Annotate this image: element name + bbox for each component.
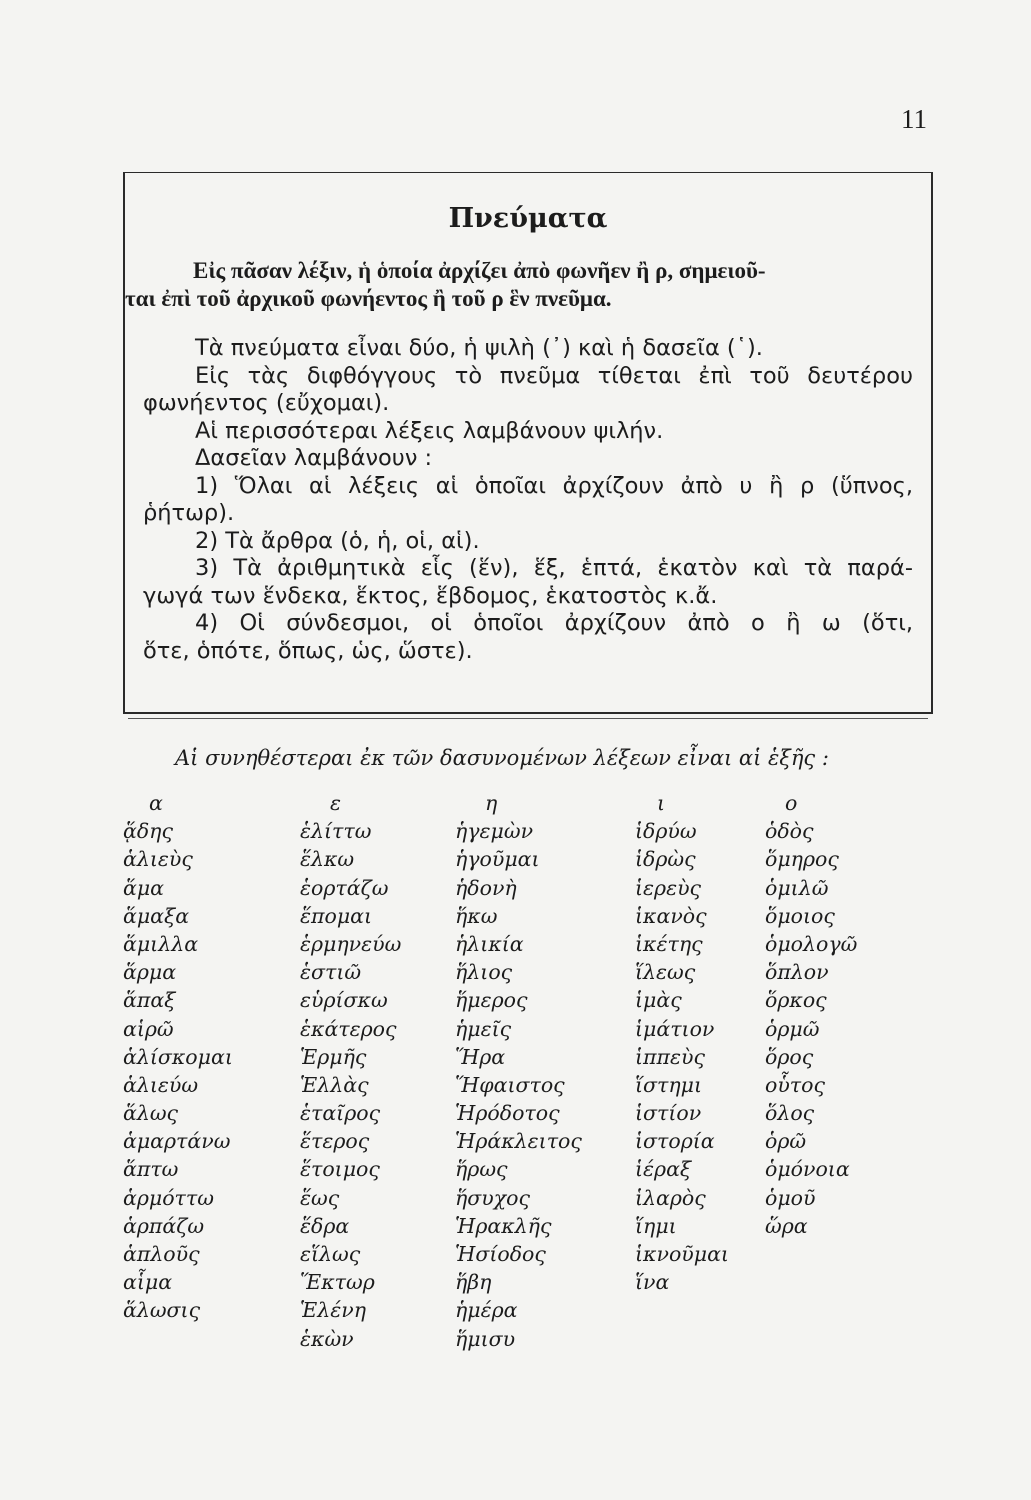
word-item: ὥρα <box>765 1213 808 1238</box>
word-item: ἡδονὴ <box>455 875 517 900</box>
word-item: ἱκνοῦμαι <box>635 1242 729 1266</box>
word-column-iota <box>635 789 729 1296</box>
word-item: ὁρμῶ <box>765 1016 820 1041</box>
section-title: Πνεύματα <box>448 203 608 234</box>
word-item: ἱμάτιον <box>635 1016 715 1041</box>
column-head: ι <box>657 791 666 815</box>
word-item: ἥμισυ <box>455 1326 516 1351</box>
column-head: ε <box>330 791 342 815</box>
box-bottom-rule <box>128 718 928 719</box>
word-item: ἁλιεύω <box>123 1072 199 1097</box>
word-item: ἡγοῦμαι <box>455 847 540 872</box>
body-line: γωγά των ἕνδεκα, ἕκτος, ἕβδομος, ἑκατοστὸς κ.ἄ. <box>143 582 718 609</box>
body-line: Δασεῖαν λαμβάνουν : <box>195 445 433 471</box>
word-item: ἥκω <box>455 903 498 928</box>
word-item: ἵστημι <box>635 1072 703 1097</box>
word-item: ὁμιλῶ <box>765 875 829 900</box>
word-item: Ἕκτωρ <box>300 1270 375 1295</box>
word-item: Ἡσίοδος <box>455 1242 546 1266</box>
word-column-alpha <box>123 789 233 1325</box>
word-item: ἵλεως <box>635 960 696 985</box>
word-item: ἥσυχος <box>455 1185 530 1210</box>
word-item: ἑκὼν <box>300 1326 354 1351</box>
rule-line: ται ἐπὶ τοῦ ἀρχικοῦ φωνήεντος ἢ τοῦ ρ ἓν πνεῦμα. <box>125 286 612 311</box>
word-item: ἱστορία <box>635 1129 715 1154</box>
word-item: ἥμερος <box>455 988 528 1013</box>
word-column-omicron <box>765 789 857 1240</box>
word-item: ἑκάτερος <box>300 1016 397 1041</box>
word-item: Ἑλένη <box>300 1298 366 1323</box>
word-item: ὁμοῦ <box>765 1185 816 1210</box>
word-item: ὅρος <box>765 1044 814 1069</box>
word-item: ἱμὰς <box>635 988 682 1013</box>
word-item: ὁρῶ <box>765 1129 807 1154</box>
word-item: ἑρμηνεύω <box>300 931 402 956</box>
word-item: ἅμαξα <box>123 903 190 928</box>
body-line: 1) Ὅλαι αἱ λέξεις αἱ ὁποῖαι ἀρχίζουν ἀπὸ υ ἢ ρ (ὕπνος, <box>195 472 913 499</box>
column-head: η <box>485 791 498 815</box>
word-item: ἵημι <box>635 1213 677 1238</box>
word-item: ὅμηρος <box>765 847 839 872</box>
word-item: ἱδρύω <box>635 819 697 844</box>
word-item: ἕτερος <box>300 1129 370 1154</box>
word-item: Ἡρόδοτος <box>455 1101 560 1126</box>
body-line: 3) Τὰ ἀριθμητικὰ εἷς (ἕν), ἕξ, ἑπτά, ἑκατὸν καὶ τὰ παρά- <box>195 555 913 581</box>
body-line: ὅτε, ὁπότε, ὅπως, ὡς, ὥστε). <box>143 637 473 664</box>
list-intro: Αἱ συνηθέστεραι ἐκ τῶν δασυνομένων λέξεων εἶναι αἱ ἑξῆς : <box>175 746 829 770</box>
main-rule <box>125 257 853 313</box>
word-item: ἁρμόττω <box>123 1185 214 1210</box>
rule-line: Εἰς πᾶσαν λέξιν, ἡ ὁποία ἀρχίζει ἀπὸ φωνῆεν ἢ ρ, σημειοῦ- <box>193 258 766 283</box>
column-head: ο <box>785 791 798 815</box>
word-item: ἅπτω <box>123 1157 179 1182</box>
word-item: ἵνα <box>635 1270 670 1295</box>
box-bottom-rule <box>123 712 933 714</box>
word-item: ἁλιεὺς <box>123 847 193 872</box>
word-item: ἱστίον <box>635 1101 702 1126</box>
word-item: ἱκέτης <box>635 931 703 956</box>
word-item: ἑστιῶ <box>300 960 362 985</box>
word-item: ἅπαξ <box>123 988 176 1013</box>
body-line: Αἱ περισσότεραι λέξεις λαμβάνουν ψιλήν. <box>195 417 664 444</box>
word-item: ἱδρὼς <box>635 847 696 872</box>
word-item: ἱέραξ <box>635 1157 692 1182</box>
word-item: ἁρπάζω <box>123 1213 205 1238</box>
rules-body <box>143 335 913 665</box>
word-item: Ἥρα <box>455 1044 506 1069</box>
word-item: ἕπομαι <box>300 903 373 928</box>
word-item: ἕτοιμος <box>300 1157 380 1182</box>
word-item: ἕδρα <box>300 1213 350 1238</box>
word-item: ἅρμα <box>123 960 177 985</box>
body-line: φωνήεντος (εὔχομαι). <box>143 390 390 416</box>
word-item: ὁδὸς <box>765 819 814 844</box>
word-item: ἕλκω <box>300 847 355 872</box>
word-item: Ἥφαιστος <box>455 1072 565 1097</box>
word-item: Ἡρακλῆς <box>455 1213 552 1238</box>
word-item: ὁμόνοια <box>765 1157 850 1182</box>
word-item: ἅμιλλα <box>123 931 199 956</box>
word-item: ἱππεὺς <box>635 1044 705 1069</box>
word-item: εἵλως <box>300 1242 361 1266</box>
body-line: Εἰς τὰς διφθόγγους τὸ πνεῦμα τίθεται ἐπὶ τοῦ δευτέρου <box>195 362 913 389</box>
word-item: ἁπλοῦς <box>123 1242 200 1266</box>
word-item: ἡλικία <box>455 931 524 956</box>
word-item: εὑρίσκω <box>300 988 388 1013</box>
word-item: ἁμαρτάνω <box>123 1129 231 1154</box>
word-item: ἥλιος <box>455 960 513 985</box>
word-item: Ἑλλὰς <box>300 1072 369 1097</box>
word-item: ὅμοιος <box>765 903 835 928</box>
word-item: ἑορτάζω <box>300 875 389 900</box>
page-number: 11 <box>901 104 927 134</box>
word-item: ἅλως <box>123 1101 179 1126</box>
word-item: ὅρκος <box>765 988 827 1013</box>
word-item: ἱερεὺς <box>635 875 702 900</box>
word-item: ἕως <box>300 1185 340 1210</box>
word-item: ἅμα <box>123 875 165 900</box>
word-item: ἅλωσις <box>123 1298 201 1323</box>
word-item: ἥβη <box>455 1270 492 1295</box>
word-item: ἑταῖρος <box>300 1101 381 1126</box>
word-item: Ἡράκλειτος <box>455 1129 582 1154</box>
body-line: 2) Τὰ ἄρθρα (ὁ, ἡ, οἱ, αἱ). <box>195 527 480 554</box>
word-item: ἁλίσκομαι <box>123 1044 233 1069</box>
word-item: ἡμέρα <box>455 1298 518 1323</box>
word-item: ὅλος <box>765 1101 815 1126</box>
word-item: ἡγεμὼν <box>455 819 534 844</box>
word-item: οὗτος <box>765 1072 825 1097</box>
column-head: α <box>149 791 163 815</box>
word-item: ὅπλον <box>765 960 829 985</box>
body-line: Τὰ πνεύματα εἶναι δύο, ἡ ψιλὴ (᾿) καὶ ἡ δασεῖα (῾). <box>195 335 763 361</box>
word-item: ἱλαρὸς <box>635 1185 706 1210</box>
word-item: ᾅδης <box>123 819 173 844</box>
word-item: αἱρῶ <box>123 1016 174 1041</box>
word-item: ὁμολογῶ <box>765 931 858 956</box>
word-column-epsilon <box>300 789 401 1353</box>
word-column-eta <box>455 789 582 1353</box>
body-line: 4) Οἱ σύνδεσμοι, οἱ ὁποῖοι ἀρχίζουν ἀπὸ ο ἢ ω (ὅτι, <box>195 610 913 636</box>
word-item: ἱκανὸς <box>635 903 707 928</box>
body-line: ῥήτωρ). <box>143 500 235 526</box>
word-item: αἷμα <box>123 1270 173 1295</box>
rules-box <box>123 172 933 713</box>
word-item: Ἑρμῆς <box>300 1044 367 1069</box>
word-item: ἥρως <box>455 1157 508 1182</box>
word-item: ἡμεῖς <box>455 1016 512 1041</box>
word-item: ἑλίττω <box>300 819 372 844</box>
